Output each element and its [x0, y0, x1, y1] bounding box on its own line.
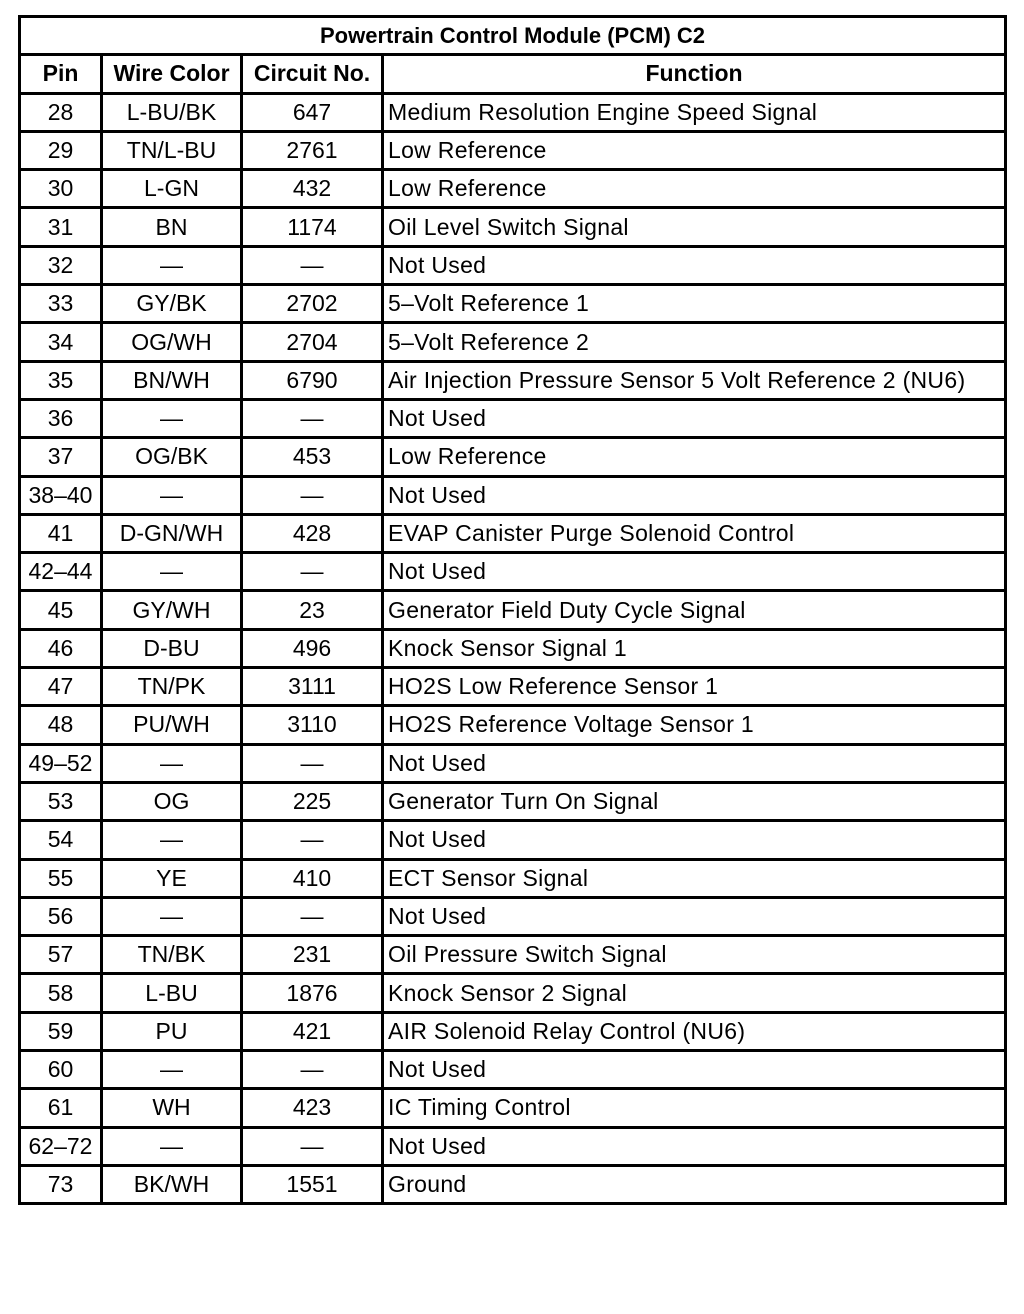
circuit-no-cell: — [242, 246, 383, 284]
wire-color-cell: BN [102, 208, 242, 246]
circuit-no-cell: 647 [242, 93, 383, 131]
wire-color-cell: — [102, 246, 242, 284]
pin-cell: 46 [20, 629, 102, 667]
function-cell: ECT Sensor Signal [383, 859, 1006, 897]
table-row [20, 1127, 1006, 1165]
function-cell: Not Used [383, 1051, 1006, 1089]
function-cell: Knock Sensor 2 Signal [383, 974, 1006, 1012]
table-row [20, 93, 1006, 131]
pin-cell: 42–44 [20, 553, 102, 591]
table-row [20, 591, 1006, 629]
pin-cell: 73 [20, 1165, 102, 1203]
function-cell: 5–Volt Reference 2 [383, 323, 1006, 361]
pin-cell: 37 [20, 438, 102, 476]
circuit-no-cell: 3111 [242, 668, 383, 706]
function-cell: Generator Turn On Signal [383, 782, 1006, 820]
circuit-no-cell: 453 [242, 438, 383, 476]
circuit-no-cell: 423 [242, 1089, 383, 1127]
wire-color-cell: — [102, 1051, 242, 1089]
circuit-no-cell: 432 [242, 170, 383, 208]
table-row [20, 208, 1006, 246]
wire-color-cell: BK/WH [102, 1165, 242, 1203]
circuit-no-cell: 23 [242, 591, 383, 629]
pin-cell: 61 [20, 1089, 102, 1127]
pin-cell: 60 [20, 1051, 102, 1089]
circuit-no-cell: 225 [242, 782, 383, 820]
header-circuit-no: Circuit No. [242, 55, 383, 93]
pin-cell: 47 [20, 668, 102, 706]
table-row [20, 629, 1006, 667]
pin-cell: 28 [20, 93, 102, 131]
function-cell: HO2S Reference Voltage Sensor 1 [383, 706, 1006, 744]
function-cell: Air Injection Pressure Sensor 5 Volt Reference 2 (NU6) [383, 361, 1006, 399]
function-cell: Not Used [383, 476, 1006, 514]
circuit-no-cell: — [242, 399, 383, 437]
circuit-no-cell: — [242, 744, 383, 782]
wire-color-cell: TN/L-BU [102, 131, 242, 169]
function-cell: Generator Field Duty Cycle Signal [383, 591, 1006, 629]
pin-cell: 30 [20, 170, 102, 208]
wire-color-cell: GY/BK [102, 285, 242, 323]
table-row [20, 936, 1006, 974]
circuit-no-cell: 428 [242, 514, 383, 552]
table-row [20, 974, 1006, 1012]
wire-color-cell: OG/WH [102, 323, 242, 361]
wire-color-cell: — [102, 821, 242, 859]
circuit-no-cell: 2761 [242, 131, 383, 169]
pin-cell: 54 [20, 821, 102, 859]
pin-cell: 34 [20, 323, 102, 361]
function-cell: AIR Solenoid Relay Control (NU6) [383, 1012, 1006, 1050]
function-cell: Not Used [383, 821, 1006, 859]
table-row [20, 476, 1006, 514]
function-cell: Not Used [383, 399, 1006, 437]
circuit-no-cell: 1876 [242, 974, 383, 1012]
wire-color-cell: D-GN/WH [102, 514, 242, 552]
pin-cell: 45 [20, 591, 102, 629]
wire-color-cell: — [102, 1127, 242, 1165]
pin-cell: 49–52 [20, 744, 102, 782]
pin-cell: 31 [20, 208, 102, 246]
wire-color-cell: — [102, 553, 242, 591]
pin-cell: 56 [20, 897, 102, 935]
table-row [20, 361, 1006, 399]
table-row [20, 821, 1006, 859]
wire-color-cell: — [102, 476, 242, 514]
table-body [20, 93, 1006, 1204]
circuit-no-cell: 2704 [242, 323, 383, 361]
function-cell: HO2S Low Reference Sensor 1 [383, 668, 1006, 706]
wire-color-cell: YE [102, 859, 242, 897]
wire-color-cell: D-BU [102, 629, 242, 667]
circuit-no-cell: 410 [242, 859, 383, 897]
function-cell: Not Used [383, 246, 1006, 284]
wire-color-cell: WH [102, 1089, 242, 1127]
header-pin: Pin [20, 55, 102, 93]
table-row [20, 782, 1006, 820]
header-row [20, 55, 1006, 93]
pin-cell: 62–72 [20, 1127, 102, 1165]
function-cell: Low Reference [383, 131, 1006, 169]
function-cell: Not Used [383, 553, 1006, 591]
table-row [20, 399, 1006, 437]
pin-cell: 36 [20, 399, 102, 437]
pin-cell: 29 [20, 131, 102, 169]
wire-color-cell: BN/WH [102, 361, 242, 399]
wire-color-cell: L-BU [102, 974, 242, 1012]
circuit-no-cell: — [242, 476, 383, 514]
wire-color-cell: PU [102, 1012, 242, 1050]
pin-cell: 53 [20, 782, 102, 820]
circuit-no-cell: 1174 [242, 208, 383, 246]
table-row [20, 744, 1006, 782]
wire-color-cell: PU/WH [102, 706, 242, 744]
pin-cell: 48 [20, 706, 102, 744]
pin-cell: 57 [20, 936, 102, 974]
function-cell: IC Timing Control [383, 1089, 1006, 1127]
pcm-connector-table [18, 15, 1007, 1205]
wire-color-cell: OG/BK [102, 438, 242, 476]
function-cell: Medium Resolution Engine Speed Signal [383, 93, 1006, 131]
table-row [20, 897, 1006, 935]
pin-cell: 33 [20, 285, 102, 323]
header-function: Function [383, 55, 1006, 93]
table-row [20, 1165, 1006, 1203]
function-cell: Not Used [383, 897, 1006, 935]
function-cell: Ground [383, 1165, 1006, 1203]
circuit-no-cell: — [242, 821, 383, 859]
function-cell: EVAP Canister Purge Solenoid Control [383, 514, 1006, 552]
table-row [20, 323, 1006, 361]
wire-color-cell: TN/PK [102, 668, 242, 706]
function-cell: 5–Volt Reference 1 [383, 285, 1006, 323]
table-row [20, 438, 1006, 476]
function-cell: Low Reference [383, 438, 1006, 476]
wire-color-cell: L-BU/BK [102, 93, 242, 131]
table-row [20, 668, 1006, 706]
circuit-no-cell: 3110 [242, 706, 383, 744]
function-cell: Not Used [383, 1127, 1006, 1165]
pin-cell: 32 [20, 246, 102, 284]
circuit-no-cell: — [242, 1127, 383, 1165]
function-cell: Oil Pressure Switch Signal [383, 936, 1006, 974]
wire-color-cell: OG [102, 782, 242, 820]
function-cell: Knock Sensor Signal 1 [383, 629, 1006, 667]
wire-color-cell: GY/WH [102, 591, 242, 629]
pin-cell: 38–40 [20, 476, 102, 514]
circuit-no-cell: 496 [242, 629, 383, 667]
pin-cell: 55 [20, 859, 102, 897]
function-cell: Oil Level Switch Signal [383, 208, 1006, 246]
pin-cell: 35 [20, 361, 102, 399]
wire-color-cell: — [102, 897, 242, 935]
function-cell: Not Used [383, 744, 1006, 782]
table-row [20, 1012, 1006, 1050]
circuit-no-cell: — [242, 1051, 383, 1089]
circuit-no-cell: 421 [242, 1012, 383, 1050]
circuit-no-cell: — [242, 553, 383, 591]
table-row [20, 514, 1006, 552]
wire-color-cell: — [102, 399, 242, 437]
title-row [20, 17, 1006, 55]
circuit-no-cell: 231 [242, 936, 383, 974]
function-cell: Low Reference [383, 170, 1006, 208]
circuit-no-cell: — [242, 897, 383, 935]
wire-color-cell: L-GN [102, 170, 242, 208]
table-row [20, 859, 1006, 897]
table-row [20, 285, 1006, 323]
header-wire-color: Wire Color [102, 55, 242, 93]
pin-cell: 58 [20, 974, 102, 1012]
pin-cell: 41 [20, 514, 102, 552]
circuit-no-cell: 2702 [242, 285, 383, 323]
table-row [20, 1051, 1006, 1089]
table-row [20, 553, 1006, 591]
table-row [20, 131, 1006, 169]
wire-color-cell: — [102, 744, 242, 782]
wire-color-cell: TN/BK [102, 936, 242, 974]
table-row [20, 170, 1006, 208]
table-row [20, 246, 1006, 284]
table-row [20, 706, 1006, 744]
circuit-no-cell: 6790 [242, 361, 383, 399]
table-row [20, 1089, 1006, 1127]
pin-cell: 59 [20, 1012, 102, 1050]
circuit-no-cell: 1551 [242, 1165, 383, 1203]
table-title: Powertrain Control Module (PCM) C2 [20, 17, 1006, 55]
